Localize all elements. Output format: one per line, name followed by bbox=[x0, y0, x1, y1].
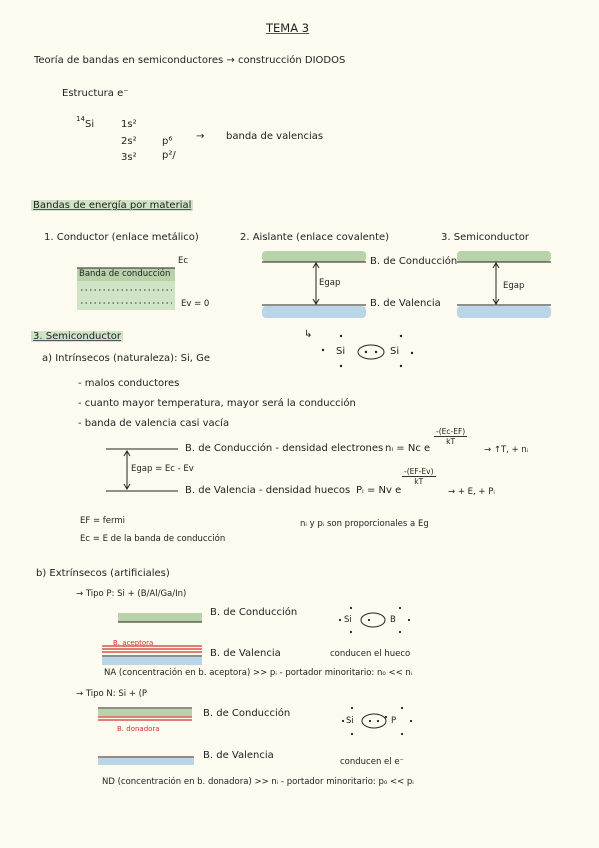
n-bv-band bbox=[98, 758, 194, 765]
p-si-b-ellipse bbox=[361, 613, 385, 627]
ni-equation: nᵢ = Nc e bbox=[385, 443, 431, 454]
hook-arrow-icon: ↳ bbox=[304, 329, 313, 340]
conductor-ec: Ec bbox=[178, 256, 189, 266]
p-aceptora-label: B. aceptora bbox=[113, 639, 154, 647]
si-symbol: Si bbox=[85, 119, 95, 130]
si-mass-number: 14 bbox=[76, 115, 85, 123]
tipo-p-title: → Tipo P: Si + (B/Al/Ga/In) bbox=[76, 589, 187, 599]
bullet-2: - cuanto mayor temperatura, mayor será la conducción bbox=[78, 398, 356, 409]
aislante-bc-band bbox=[262, 251, 366, 262]
intr-bv-label: B. de Valencia - densidad huecos bbox=[185, 485, 351, 496]
page-title: TEMA 3 bbox=[266, 21, 310, 35]
config-1: 1s² bbox=[121, 119, 137, 130]
n-si-p-ellipse bbox=[362, 714, 386, 728]
semi-bc-band bbox=[457, 251, 551, 262]
intrinsecos-title: a) Intrínsecos (naturaleza): Si, Ge bbox=[42, 353, 211, 364]
conductor-bc-label: Banda de conducción bbox=[79, 269, 171, 279]
arrow-icon: → bbox=[196, 131, 205, 142]
aislante-gap-label: Egap bbox=[319, 278, 341, 288]
p-bv-band bbox=[102, 657, 202, 665]
si-label-a: Si bbox=[336, 346, 346, 357]
semiconductor-title: 3. Semiconductor bbox=[441, 232, 530, 243]
si-label-b: Si bbox=[390, 346, 400, 357]
n-si-label: Si bbox=[346, 716, 354, 726]
intr-bc-label: B. de Conducción - densidad electrones bbox=[185, 443, 384, 454]
ec-definition: Ec = E de la banda de conducción bbox=[80, 534, 226, 544]
aislante-bc-label: B. de Conducción bbox=[370, 256, 458, 267]
conductor-title: 1. Conductor (enlace metálico) bbox=[44, 232, 199, 243]
config-2: 2s² bbox=[121, 136, 137, 147]
config-2p: p⁶ bbox=[162, 136, 173, 147]
p-na-line: NA (concentración en b. aceptora) >> pᵢ - portador minoritario: n₀ << nᵢ bbox=[104, 668, 413, 678]
ni-exponent: $\frac{-(Ec-EF)}{kT}$ bbox=[436, 427, 466, 446]
intro-line: Teoría de bandas en semiconductores → construcción DIODOS bbox=[34, 55, 346, 66]
aislante-bv-band bbox=[262, 306, 366, 318]
config-3p: p²/ bbox=[162, 150, 176, 161]
bullet-1: - malos conductores bbox=[78, 378, 180, 389]
proportional-note: nᵢ y pᵢ son proporcionales a Eg bbox=[300, 519, 429, 529]
pi-equation: Pᵢ = Nv e bbox=[356, 485, 402, 496]
ef-definition: EF = fermi bbox=[80, 516, 125, 526]
n-p-label: P bbox=[391, 716, 397, 726]
n-bv-label: B. de Valencia bbox=[203, 750, 274, 761]
p-bv-label: B. de Valencia bbox=[210, 648, 281, 659]
n-e-note: conducen el e⁻ bbox=[340, 757, 405, 767]
bands-heading: Bandas de energía por material bbox=[33, 200, 192, 211]
p-b-label: B bbox=[390, 615, 396, 625]
p-bc-label: B. de Conducción bbox=[210, 607, 298, 618]
config-3: 3s² bbox=[121, 152, 137, 163]
banda-valencias: banda de valencias bbox=[226, 131, 324, 142]
aislante-title: 2. Aislante (enlace covalente) bbox=[240, 232, 390, 243]
n-nd-line: ND (concentración en b. donadora) >> nᵢ - portador minoritario: p₀ << pᵢ bbox=[102, 777, 414, 787]
ni-result: → ↑T, + nᵢ bbox=[484, 445, 529, 455]
pi-exponent: $\frac{-(EF-Ev)}{kT}$ bbox=[404, 467, 434, 486]
si-bond-ellipse bbox=[358, 345, 384, 359]
estructura-label: Estructura e⁻ bbox=[62, 88, 129, 99]
n-bc-label: B. de Conducción bbox=[203, 708, 291, 719]
extrinsecos-title: b) Extrínsecos (artificiales) bbox=[36, 568, 170, 579]
egap-equation: Egap = Ec - Ev bbox=[131, 464, 194, 474]
semi-bv-band bbox=[457, 306, 551, 318]
pi-result: → + E, + Pᵢ bbox=[448, 487, 495, 497]
p-si-label: Si bbox=[344, 615, 352, 625]
p-hueco-note: conducen el hueco bbox=[330, 649, 411, 659]
conductor-ev: Ev = 0 bbox=[181, 299, 210, 309]
semiconductor-gap-label: Egap bbox=[503, 281, 525, 291]
p-bc-band bbox=[118, 613, 202, 622]
bullet-3: - banda de valencia casi vacía bbox=[78, 418, 230, 429]
n-donadora-label: B. donadora bbox=[117, 725, 160, 733]
aislante-bv-label: B. de Valencia bbox=[370, 298, 441, 309]
conductor-light-band bbox=[77, 281, 175, 310]
n-bc-band bbox=[98, 709, 192, 716]
semi-heading: 3. Semiconductor bbox=[33, 331, 122, 342]
tipo-n-title: → Tipo N: Si + (P bbox=[76, 689, 148, 699]
